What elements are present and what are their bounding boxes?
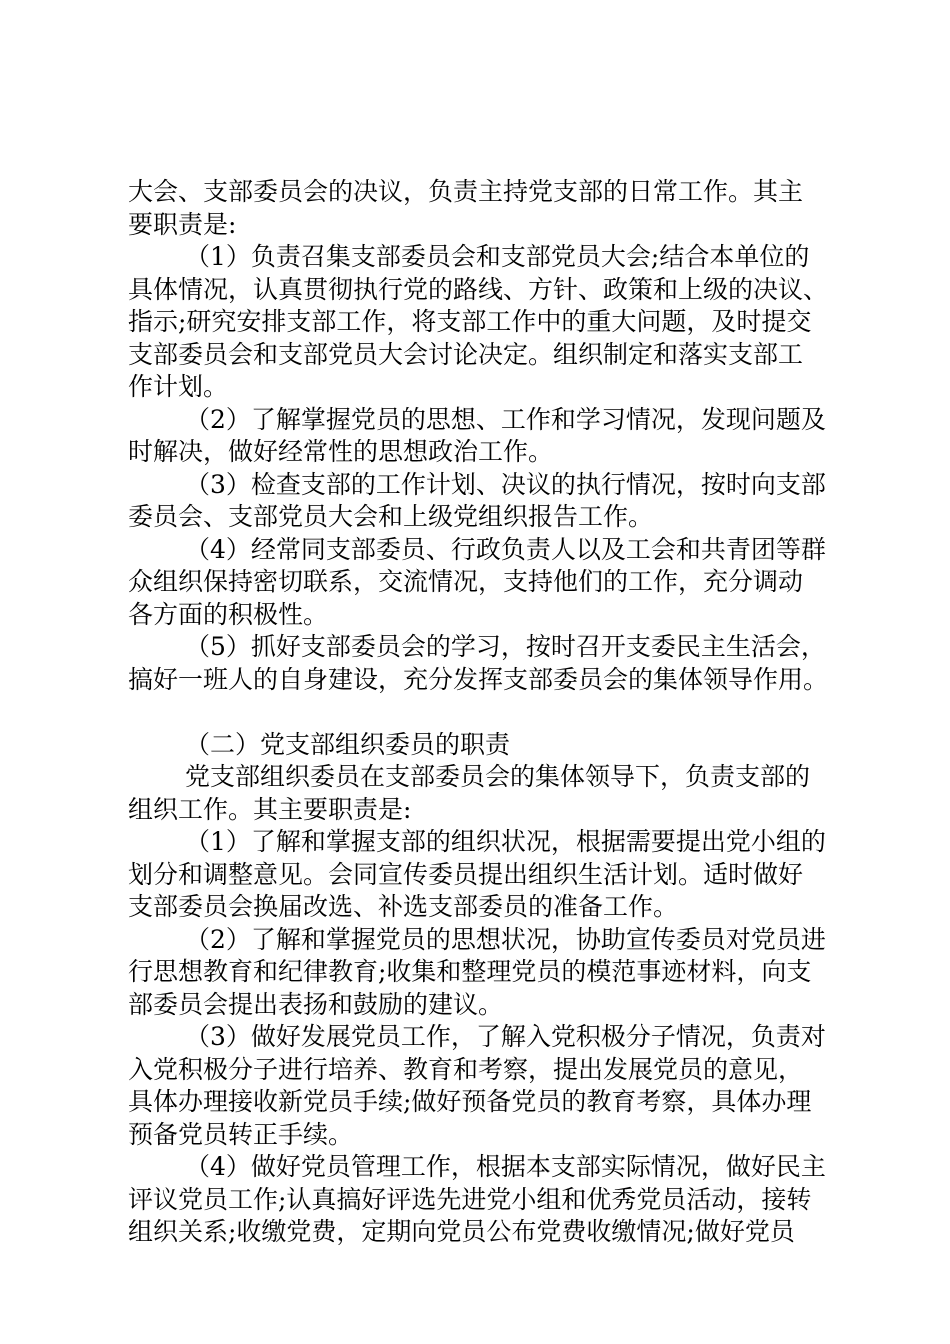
text-line: 各方面的积极性。: [128, 599, 329, 629]
text-line: （4）经常同支部委员、行政负责人以及工会和共青团等群: [185, 534, 826, 564]
text-line: 部委员会提出表扬和鼓励的建议。: [128, 989, 504, 1019]
text-line: 组织关系;收缴党费，定期向党员公布党费收缴情况;做好党员: [128, 1217, 795, 1246]
text-line: 组织工作。其主要职责是:: [128, 794, 412, 824]
section1-item-4: [128, 534, 828, 632]
text-line: 党支部组织委员在支部委员会的集体领导下，负责支部的: [185, 762, 811, 791]
section2-item-4: [128, 1151, 828, 1249]
text-line: 入党积极分子进行培养、教育和考察，提出发展党员的意见，: [128, 1054, 804, 1084]
text-line: 要职责是:: [128, 209, 237, 239]
text-line: 搞好一班人的自身建设，充分发挥支部委员会的集体领导作用。: [128, 664, 829, 694]
text-line: 具体情况，认真贯彻执行党的路线、方针、政策和上级的决议、: [128, 274, 829, 304]
text-line: 预备党员转正手续。: [128, 1119, 354, 1149]
section2-item-2: [128, 924, 828, 1022]
section1-item-1: [128, 241, 828, 404]
text-line: 支部委员会换届改选、补选支部委员的准备工作。: [128, 892, 679, 921]
section1-item-5: [128, 631, 828, 696]
text-line: 行思想教育和纪律教育;收集和整理党员的模范事迹材料，向支: [128, 957, 812, 986]
text-line: 时解决，做好经常性的思想政治工作。: [128, 437, 554, 466]
text-line: 众组织保持密切联系，交流情况，支持他们的工作，充分调动: [128, 567, 804, 596]
text-line: 划分和调整意见。会同宣传委员提出组织生活计划。适时做好: [128, 859, 804, 889]
section1-item-2: [128, 404, 828, 469]
section2-item-1: [128, 826, 828, 924]
text-line: （4）做好党员管理工作，根据本支部实际情况，做好民主: [185, 1152, 826, 1181]
text-line: 委员会、支部党员大会和上级党组织报告工作。: [128, 502, 654, 531]
paragraph-gap: [128, 696, 828, 729]
text-line: 作计划。: [128, 372, 229, 401]
text-line: （2）了解掌握党员的思想、工作和学习情况，发现问题及: [185, 404, 826, 434]
section2-item-3: [128, 1021, 828, 1151]
text-line: （3）检查支部的工作计划、决议的执行情况，按时向支部: [185, 469, 826, 499]
text-line: 评议党员工作;认真搞好评选先进党小组和优秀党员活动，接转: [128, 1184, 812, 1214]
text-line: （3）做好发展党员工作，了解入党积极分子情况，负责对: [185, 1022, 826, 1051]
text-line: 大会、支部委员会的决议，负责主持党支部的日常工作。其主: [128, 177, 804, 206]
text-line: （1）负责召集支部委员会和支部党员大会;结合本单位的: [185, 242, 810, 271]
section1-item-3: [128, 469, 828, 534]
text-line: （1）了解和掌握支部的组织状况，根据需要提出党小组的: [185, 827, 826, 856]
section-heading: （二）党支部组织委员的职责: [185, 729, 511, 759]
text-line: （2）了解和掌握党员的思想状况，协助宣传委员对党员进: [185, 924, 826, 954]
text-line: 指示;研究安排支部工作，将支部工作中的重大问题，及时提交: [128, 307, 812, 336]
section1-intro-paragraph: [128, 176, 828, 241]
section2-heading: [128, 729, 828, 762]
text-line: 具体办理接收新党员手续;做好预备党员的教育考察，具体办理: [128, 1087, 812, 1116]
section2-intro-paragraph: [128, 761, 828, 826]
text-line: （5）抓好支部委员会的学习，按时召开支委民主生活会，: [185, 632, 826, 661]
document-body: [128, 176, 828, 1249]
text-line: 支部委员会和支部党员大会讨论决定。组织制定和落实支部工: [128, 339, 804, 369]
